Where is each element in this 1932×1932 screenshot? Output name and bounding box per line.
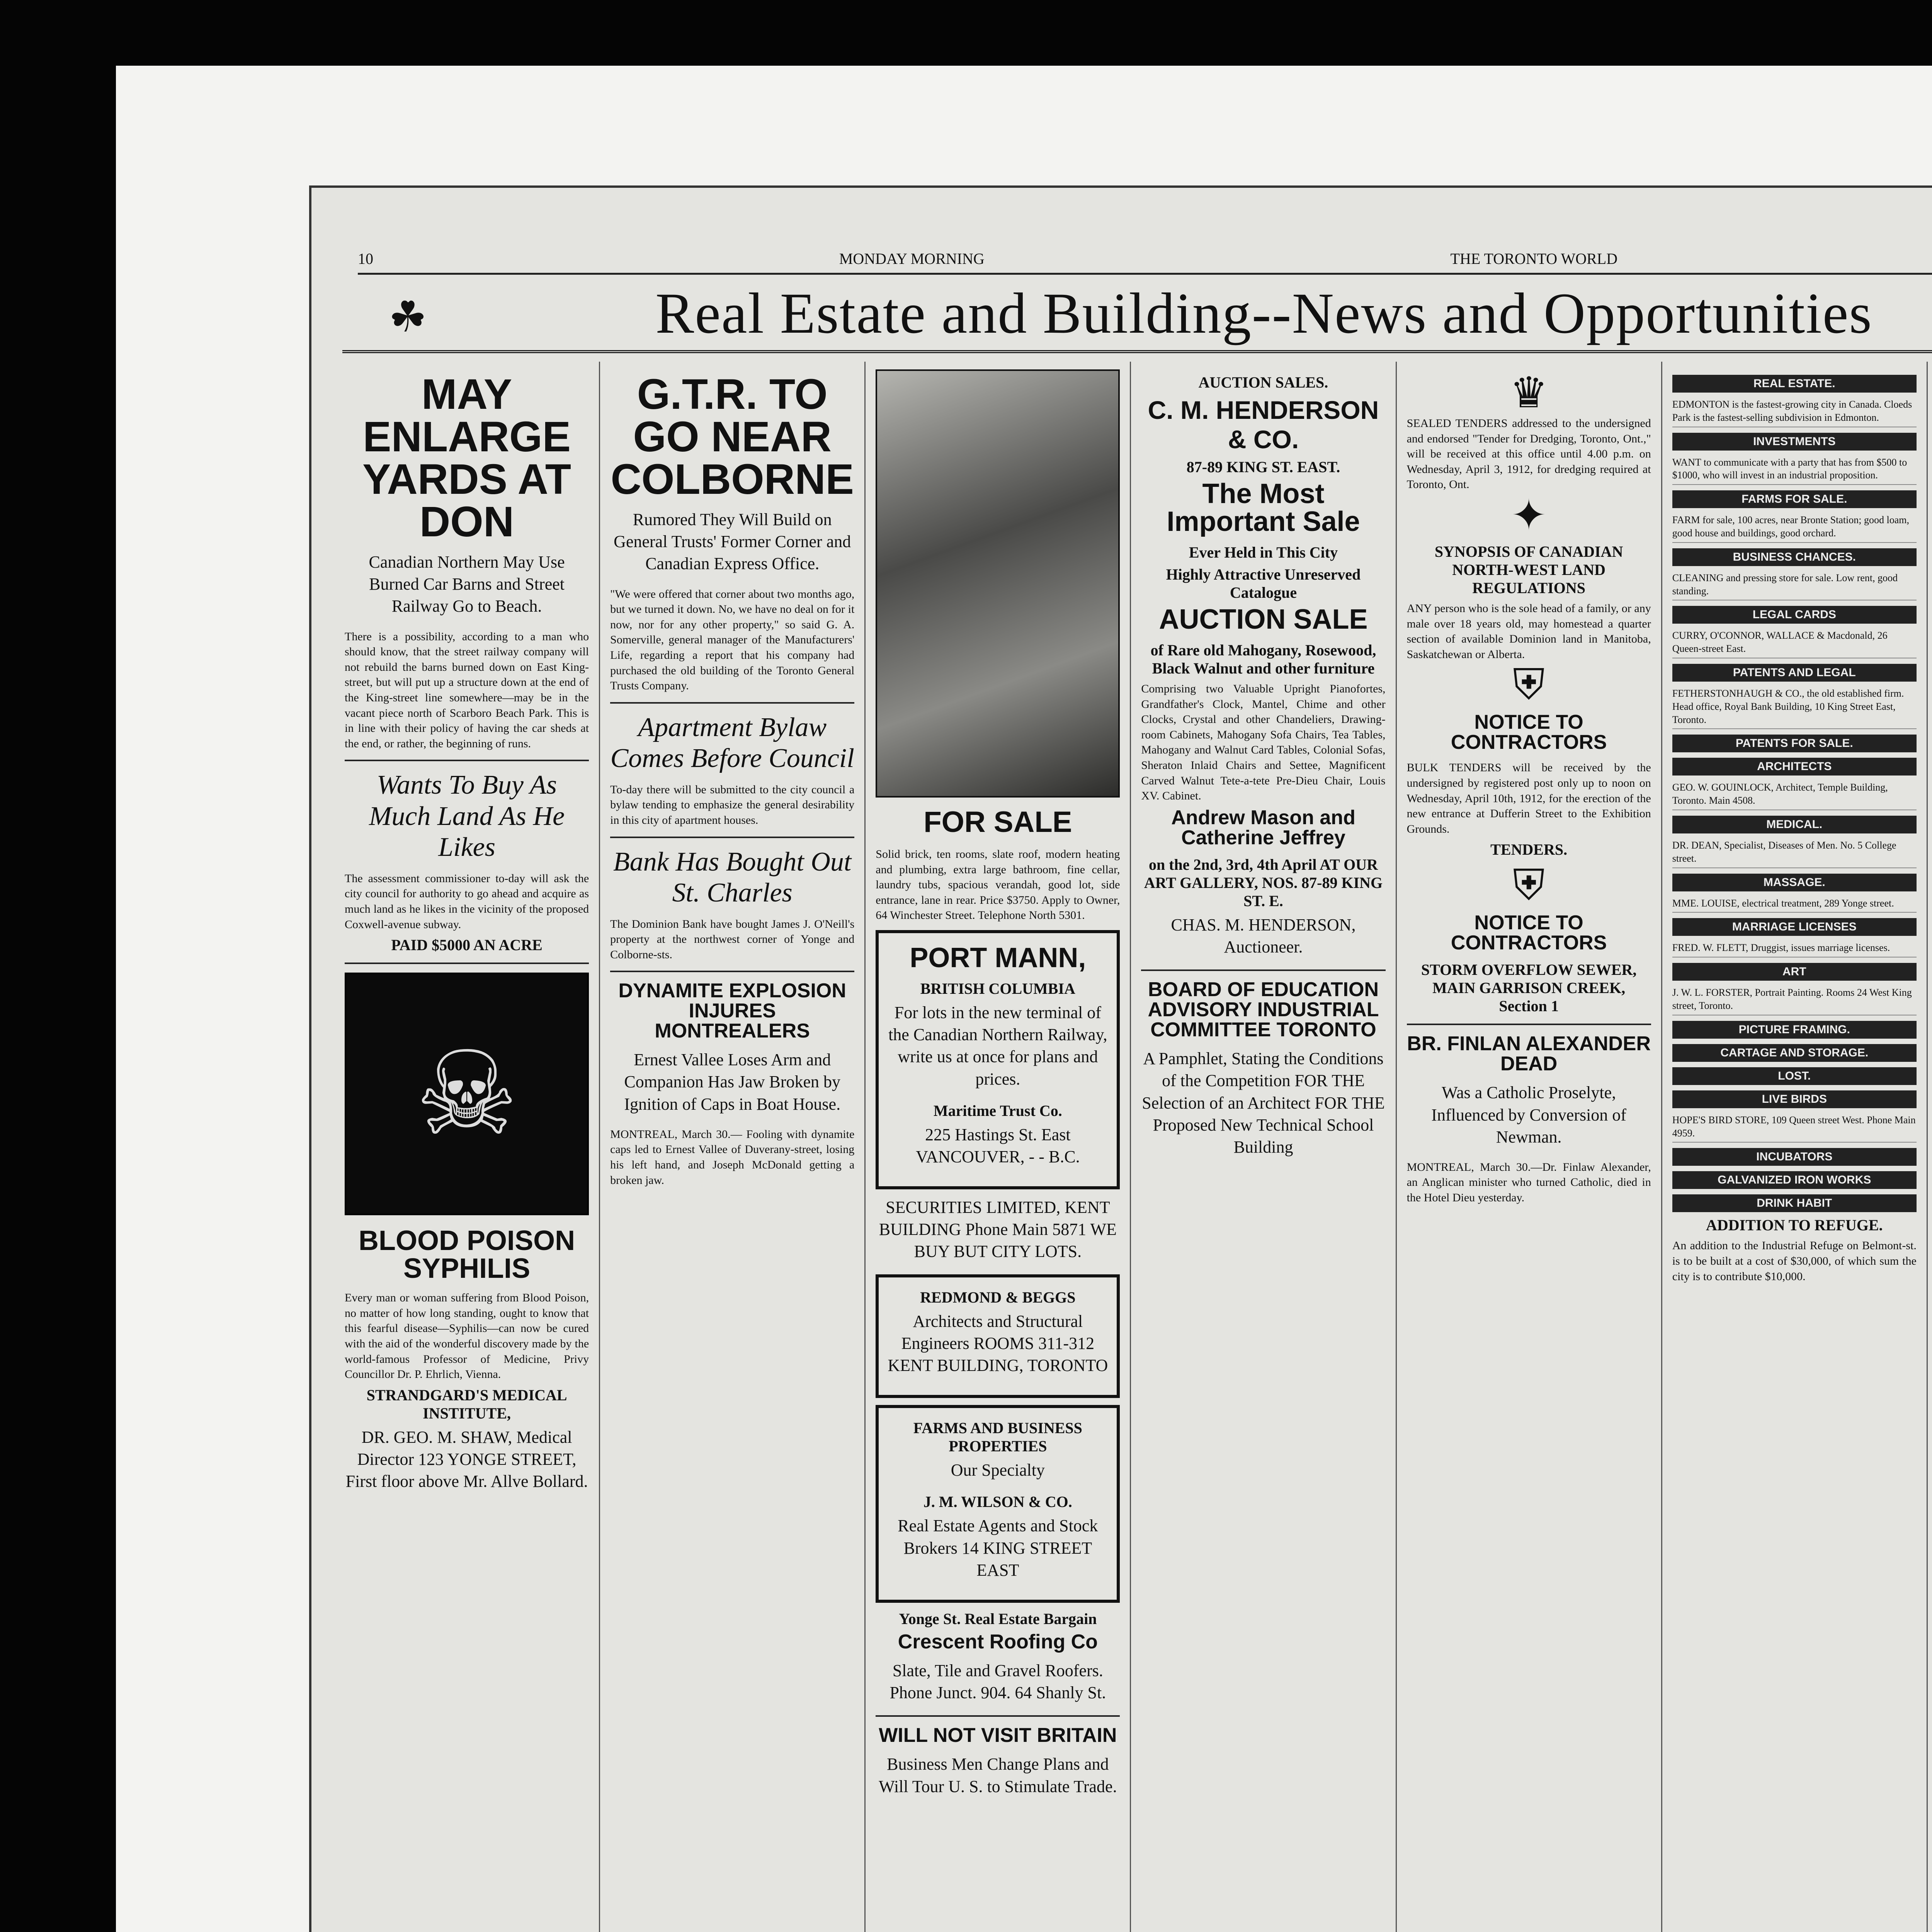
ad-institute-address: DR. GEO. M. SHAW, Medical Director 123 YONGE STREET, First floor above Mr. Allve Bollard. (345, 1427, 588, 1491)
city-crest-icon: ⛨ (1513, 862, 1545, 909)
redmond-title: REDMOND & BEGGS (920, 1288, 1076, 1306)
divider (610, 702, 854, 704)
wilson-name: J. M. WILSON & CO. (923, 1493, 1072, 1511)
auctioneer-signature: CHAS. M. HENDERSON, Auctioneer. (1171, 915, 1356, 956)
class-marriage: MARRIAGE LICENSES (1672, 918, 1917, 936)
class-lost: LOST. (1672, 1067, 1917, 1085)
article-gtr: "We were offered that corner about two months ago, but we turned it down. No, we have no deal on for it now, nor for any other property," so said G. A. Somerville, general manager of the Manufacturers' Life, regarding a report that his company had purchased the old building of the Toronto General Trusts Company. (610, 587, 855, 692)
ad-marriage: FRED. W. FLETT, Druggist, issues marriage licenses. (1672, 939, 1917, 957)
trust-address: 225 Hastings St. East VANCOUVER, - - B.C. (916, 1125, 1080, 1166)
class-real-estate: REAL ESTATE. (1672, 375, 1917, 393)
column-3 (866, 362, 1131, 1932)
subhead-not-visit: Business Men Change Plans and Will Tour U. S. to Stimulate Trade. (879, 1755, 1117, 1796)
ad-medical: DR. DEAN, Specialist, Diseases of Men. No. 5 College street. (1672, 837, 1917, 868)
article-wants-to-buy: The assessment commissioner to-day will ask the city council for authority to go ahead and acquire as much land as he likes in the vicinity of the proposed Coxwell-avenue subway. (345, 872, 589, 931)
column-1 (335, 362, 600, 1932)
subhead-obituary: Was a Catholic Proselyte, Influenced by Conversion of Newman. (1431, 1083, 1626, 1146)
issue-day: MONDAY MORNING (839, 250, 985, 267)
notice-contractors-2: NOTICE TO CONTRACTORS (1451, 912, 1607, 954)
article-dynamite: MONTREAL, March 30.— Fooling with dynamite caps led to Ernest Vallee of Duverany-street, losing his left hand, and Joseph McDonald getting a broken jaw. (610, 1128, 855, 1187)
page-number: 10 (358, 250, 373, 267)
ad-architects: GEO. W. GOUINLOCK, Architect, Temple Building, Toronto. Main 4508. (1672, 779, 1917, 810)
trust-name: Maritime Trust Co. (933, 1102, 1062, 1119)
port-mann-sub: BRITISH COLUMBIA (920, 980, 1075, 997)
class-patents: PATENTS AND LEGAL (1672, 664, 1917, 682)
farms-ad (876, 1405, 1120, 1603)
headline-refuge: ADDITION TO REFUGE. (1706, 1216, 1883, 1234)
article-apartment-bylaw: To-day there will be submitted to the city council a bylaw tending to emphasize the general desirability in this city of apartment houses. (610, 783, 855, 827)
for-sale-heading: FOR SALE (923, 806, 1072, 838)
city-crest-icon: ⛨ (1513, 661, 1545, 709)
class-art: ART (1672, 963, 1917, 981)
auction-dates: on the 2nd, 3rd, 4th April AT OUR ART GALLERY, NOS. 87-89 KING ST. E. (1144, 855, 1383, 910)
class-medical: MEDICAL. (1672, 816, 1917, 833)
class-architects: ARCHITECTS (1672, 758, 1917, 776)
class-incubators: INCUBATORS (1672, 1148, 1917, 1166)
headline-gtr: G.T.R. TO GO NEAR COLBORNE (611, 371, 854, 503)
highly-attractive: Highly Attractive Unreserved Catalogue (1166, 566, 1361, 601)
ad-birds: HOPE'S BIRD STORE, 109 Queen street West. Phone Main 4959. (1672, 1111, 1917, 1143)
divider (1141, 969, 1385, 971)
article-yards: There is a possibility, according to a man who should know, that the street railway company will not rebuild the barns burned down on East King-street, but will put up a structure down at the end of the King-street line somewhere—may be in the vacant piece north of Scarboro Beach Park. This is in line with their policy of having the car sheds at the end, or rather, the beginning of runs. (345, 630, 589, 750)
board-body: A Pamphlet, Stating the Conditions of the Competition FOR THE Selection of an Architect FOR THE Proposed New Technical School Building (1142, 1049, 1385, 1156)
farms-title: FARMS AND BUSINESS PROPERTIES (913, 1419, 1082, 1455)
article-bank-bought: The Dominion Bank have bought James J. O'Neill's property at the northwest corner of Yonge and Colborne-sts. (610, 917, 855, 961)
column-4 (1131, 362, 1396, 1932)
securities-ad: SECURITIES LIMITED, KENT BUILDING Phone Main 5871 WE BUY BUT CITY LOTS. (879, 1198, 1117, 1261)
ad-institute-name: STRANDGARD'S MEDICAL INSTITUTE, (366, 1386, 567, 1422)
eagle-crest-icon: ✦ (1511, 492, 1547, 539)
divider (610, 971, 854, 972)
column-2 (600, 362, 866, 1932)
house-photo (876, 369, 1120, 798)
redmond-sub: Architects and Structural Engineers ROOMS 311-312 KENT BUILDING, TORONTO (888, 1311, 1108, 1375)
section-title: Real Estate and Building--News and Opportunities (655, 281, 1872, 345)
wilson-sub: Real Estate Agents and Stock Brokers 14 KING STREET EAST (898, 1516, 1098, 1580)
clover-icon: ☘ (389, 294, 427, 341)
class-patents-sale: PATENTS FOR SALE. (1672, 735, 1917, 752)
subhead-gtr: Rumored They Will Build on General Trusts' Former Corner and Canadian Express Office. (614, 510, 851, 573)
notice-contractors-1: NOTICE TO CONTRACTORS (1451, 711, 1607, 754)
port-mann-body: For lots in the new terminal of the Canadian Northern Railway, write us at once for plans and prices. (888, 1003, 1107, 1088)
divider (610, 837, 854, 838)
farms-sub: Our Specialty (951, 1461, 1045, 1480)
class-iron: GALVANIZED IRON WORKS (1672, 1171, 1917, 1189)
for-sale-body: Solid brick, ten rooms, slate roof, modern heating and plumbing, extra large bathroom, fine cellar, laundry tubs, spacious verandah, good lot, side entrance, lane in rear. Price $3750. Apply to Owner, 64 Winchester Street. Telephone North 5301. (876, 848, 1120, 922)
headline-yards-at-don: MAY ENLARGE YARDS AT DON (362, 371, 571, 546)
dredging-tenders: SEALED TENDERS addressed to the undersigned and endorsed "Tender for Dredging, Toronto, Ont.," will be received at this office until 4.00 p.m. on Wednesday, April 3, 1912, for dredging required at Toronto, Ont. (1406, 417, 1651, 491)
tenders-label: TENDERS. (1490, 841, 1568, 859)
ad-massage: MME. LOUISE, electrical treatment, 289 Yonge street. (1672, 895, 1917, 913)
page-folio (358, 250, 1932, 275)
class-investments: INVESTMENTS (1672, 433, 1917, 451)
headline-wants-to-buy: Wants To Buy As Much Land As He Likes (369, 770, 565, 862)
class-birds: LIVE BIRDS (1672, 1090, 1917, 1108)
class-massage: MASSAGE. (1672, 874, 1917, 891)
redmond-ad (876, 1274, 1120, 1398)
class-drink: DRINK HABIT (1672, 1194, 1917, 1212)
port-mann-title: PORT MANN, (910, 942, 1086, 973)
column-5 (1397, 362, 1662, 1932)
headline-not-visit-britain: WILL NOT VISIT BRITAIN (879, 1724, 1117, 1747)
column-7-classifieds (1928, 362, 1932, 1932)
headline-blood-poison: BLOOD POISON SYPHILIS (359, 1225, 575, 1284)
most-important-sale: The Most Important Sale (1167, 478, 1360, 537)
ad-business: CLEANING and pressing store for sale. Low rent, good standing. (1672, 569, 1917, 601)
notice-contractors-1-body: BULK TENDERS will be received by the undersigned by registered post only up to noon on Wednesday, April 10th, 1912, for the erection of the new entrance at Dufferin Street to the Exhibition Grounds. (1406, 761, 1651, 835)
subhead-dynamite: Ernest Vallee Loses Arm and Companion Has Jaw Broken by Ignition of Caps in Boat House. (624, 1050, 841, 1114)
ad-legal: CURRY, O'CONNOR, WALLACE & Macdonald, 26 Queen-street East. (1672, 627, 1917, 658)
paper-name: THE TORONTO WORLD (1450, 250, 1618, 267)
headline-dynamite: DYNAMITE EXPLOSION INJURES MONTREALERS (618, 980, 846, 1043)
class-business: BUSINESS CHANCES. (1672, 548, 1917, 566)
class-framing: PICTURE FRAMING. (1672, 1021, 1917, 1039)
storm-sewer: STORM OVERFLOW SEWER, MAIN GARRISON CREEK, Section 1 (1421, 961, 1637, 1015)
board-of-education: BOARD OF EDUCATION ADVISORY INDUSTRIAL COMMITTEE TORONTO (1148, 978, 1379, 1041)
auctioneer-address: 87-89 KING ST. EAST. (1186, 458, 1340, 476)
article-obituary: MONTREAL, March 30.—Dr. Finlaw Alexander, an Anglican minister who turned Catholic, died in the Hotel Dieu yesterday. (1406, 1160, 1651, 1204)
ad-real-estate: EDMONTON is the fastest-growing city in Canada. Cloeds Park is the fastest-selling subdivision in Edmonton. (1672, 396, 1917, 427)
port-mann-ad (876, 930, 1120, 1189)
ad-patents: FETHERSTONHAUGH & CO., the old established firm. Head office, Royal Bank Building, 10 King Street East, Toronto. (1672, 685, 1917, 729)
yonge-bargain: Yonge St. Real Estate Bargain (899, 1610, 1097, 1628)
subhead-yards: Canadian Northern May Use Burned Car Barns and Street Railway Go to Beach. (369, 553, 565, 616)
ad-investments: WANT to communicate with a party that has from $500 to $1000, who will invest in an industrial proposition. (1672, 454, 1917, 485)
headline-obituary: BR. FINLAN ALEXANDER DEAD (1407, 1032, 1651, 1075)
ever-held: Ever Held in This City (1189, 544, 1338, 561)
class-legal: LEGAL CARDS (1672, 606, 1917, 624)
crescent-sub: Slate, Tile and Gravel Roofers. Phone Junct. 904. 64 Shanly St. (889, 1661, 1106, 1702)
column-6-classifieds (1662, 362, 1928, 1932)
rare-furniture: of Rare old Mahogany, Rosewood, Black Walnut and other furniture (1150, 641, 1376, 677)
auction-sale-title: AUCTION SALE (1159, 604, 1368, 635)
estate-names: Andrew Mason and Catherine Jeffrey (1171, 806, 1355, 849)
class-cartage: CARTAGE AND STORAGE. (1672, 1044, 1917, 1062)
divider (345, 963, 589, 964)
article-refuge: An addition to the Industrial Refuge on Belmont-st. is to be built at a cost of $30,000, of which sum the city is to contribute $10,000. (1672, 1239, 1917, 1283)
news-columns (335, 362, 1932, 1932)
synopsis-body: ANY person who is the sole head of a family, or any male over 18 years old, may homestead a quarter section of available Dominion land in Manitoba, Saskatchewan or Alberta. (1406, 602, 1651, 661)
crescent-roofing: Crescent Roofing Co (898, 1630, 1098, 1653)
newspaper-page (309, 185, 1932, 1932)
ad-blood-poison-body: Every man or woman suffering from Blood Poison, no matter of how long standing, ought to know that this fearful disease—Syphilis—can now be cured with the aid of the wonderful discovery made by the world-famous Professor of Medicine, Privy Councillor Dr. P. Ehrlich, Vienna. (345, 1291, 589, 1381)
ad-art: J. W. L. FORSTER, Portrait Painting. Rooms 24 West King street, Toronto. (1672, 984, 1917, 1015)
divider (876, 1715, 1120, 1717)
paid-per-acre: PAID $5000 AN ACRE (391, 936, 543, 954)
auction-sales-label: AUCTION SALES. (1198, 374, 1328, 391)
divider (1407, 1024, 1651, 1025)
synopsis-title: SYNOPSIS OF CANADIAN NORTH-WEST LAND REGULATIONS (1434, 543, 1623, 597)
royal-crest-icon: ♛ (1510, 369, 1548, 417)
skull-crossbones-illustration: ☠ (345, 973, 589, 1215)
auction-body: Comprising two Valuable Upright Pianofortes, Grandfather's Clock, Mantel, Chime and other Clocks, Crystal and other Chandeliers, Drawing-room Cabinets, Mahogany Sofa Chairs, Tea Tables, Mahogany and Walnut Card Tables, Colonial Sofas, Sheraton Inlaid Chairs and Settee, Magnificent Carved Walnut Tete-a-tete Pre-Dieu Chair, Louis XV. Cabinet. (1141, 682, 1386, 803)
divider (345, 760, 589, 761)
headline-bank-bought: Bank Has Bought Out St. Charles (613, 847, 852, 908)
class-farms: FARMS FOR SALE. (1672, 490, 1917, 508)
auctioneer-name: C. M. HENDERSON & CO. (1148, 396, 1379, 454)
ad-farms: FARM for sale, 100 acres, near Bronte Station; good loam, good house and buildings, good orchard. (1672, 511, 1917, 543)
headline-apartment-bylaw: Apartment Bylaw Comes Before Council (610, 712, 854, 774)
section-banner (342, 277, 1932, 353)
